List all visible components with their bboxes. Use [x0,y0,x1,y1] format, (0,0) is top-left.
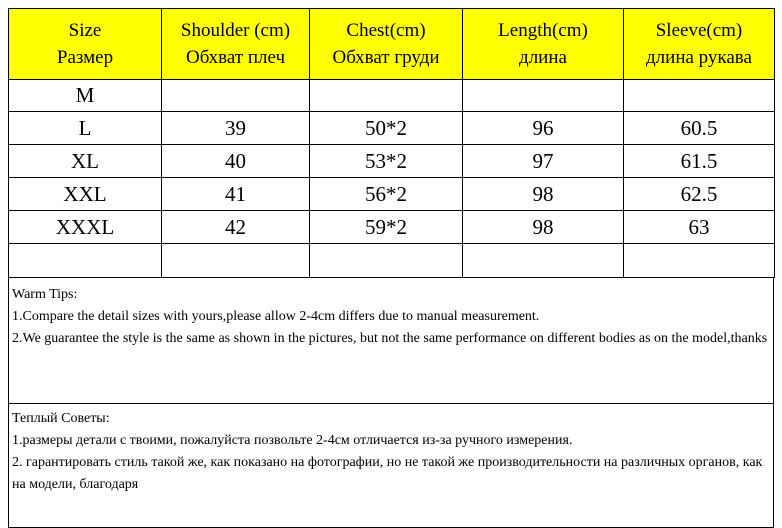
length-cell: 96 [463,112,624,145]
warm-tips-russian [8,404,774,528]
shoulder-cell [162,80,310,112]
tips-line: 2.We guarantee the style is the same as shown in the pictures, but not the same performance on different bodies as on the model,thanks [12,331,768,346]
sleeve-cell: 60.5 [624,112,775,145]
length-cell: 97 [463,145,624,178]
sleeve-cell: 63 [624,211,775,244]
warm-tips-english [8,278,774,404]
header-chest: Chest(cm) Обхват груди [310,9,463,80]
shoulder-cell: 41 [162,178,310,211]
header-sleeve: Sleeve(cm) длина рукава [624,9,775,80]
length-cell [463,244,624,278]
length-cell: 98 [463,178,624,211]
chest-cell: 50*2 [310,112,463,145]
tips-line: 1.размеры детали с твоими, пожалуйста позвольте 2-4см отличается из-за ручного измерения. [12,433,573,448]
size-cell: XXL [9,178,162,211]
table-row [9,112,775,145]
chest-cell: 56*2 [310,178,463,211]
chest-cell [310,244,463,278]
table-row [9,145,775,178]
header-length: Length(cm) длина [463,9,624,80]
table-row [9,211,775,244]
shoulder-cell [162,244,310,278]
size-cell [9,244,162,278]
length-cell [463,80,624,112]
size-cell: L [9,112,162,145]
sleeve-cell: 62.5 [624,178,775,211]
header-size: Size Размер [9,9,162,80]
size-cell: M [9,80,162,112]
size-cell: XXXL [9,211,162,244]
shoulder-cell: 42 [162,211,310,244]
tips-title: Теплый Советы: [12,411,110,426]
header-shoulder: Shoulder (cm) Обхват плеч [162,9,310,80]
sleeve-cell [624,244,775,278]
tips-line: 1.Compare the detail sizes with yours,please allow 2-4cm differs due to manual measurement. [12,309,540,324]
chest-cell: 53*2 [310,145,463,178]
header-row [9,9,775,80]
tips-title: Warm Tips: [12,287,78,302]
chest-cell: 59*2 [310,211,463,244]
shoulder-cell: 39 [162,112,310,145]
sleeve-cell: 61.5 [624,145,775,178]
table-row [9,244,775,278]
sleeve-cell [624,80,775,112]
size-chart [8,8,774,528]
shoulder-cell: 40 [162,145,310,178]
size-table [8,8,775,278]
chest-cell [310,80,463,112]
length-cell: 98 [463,211,624,244]
table-row [9,178,775,211]
table-row [9,80,775,112]
tips-line: 2. гарантировать стиль такой же, как показано на фотографии, но не такой же производительности на различных органов, как на модели, благодаря [12,455,763,492]
size-cell: XL [9,145,162,178]
